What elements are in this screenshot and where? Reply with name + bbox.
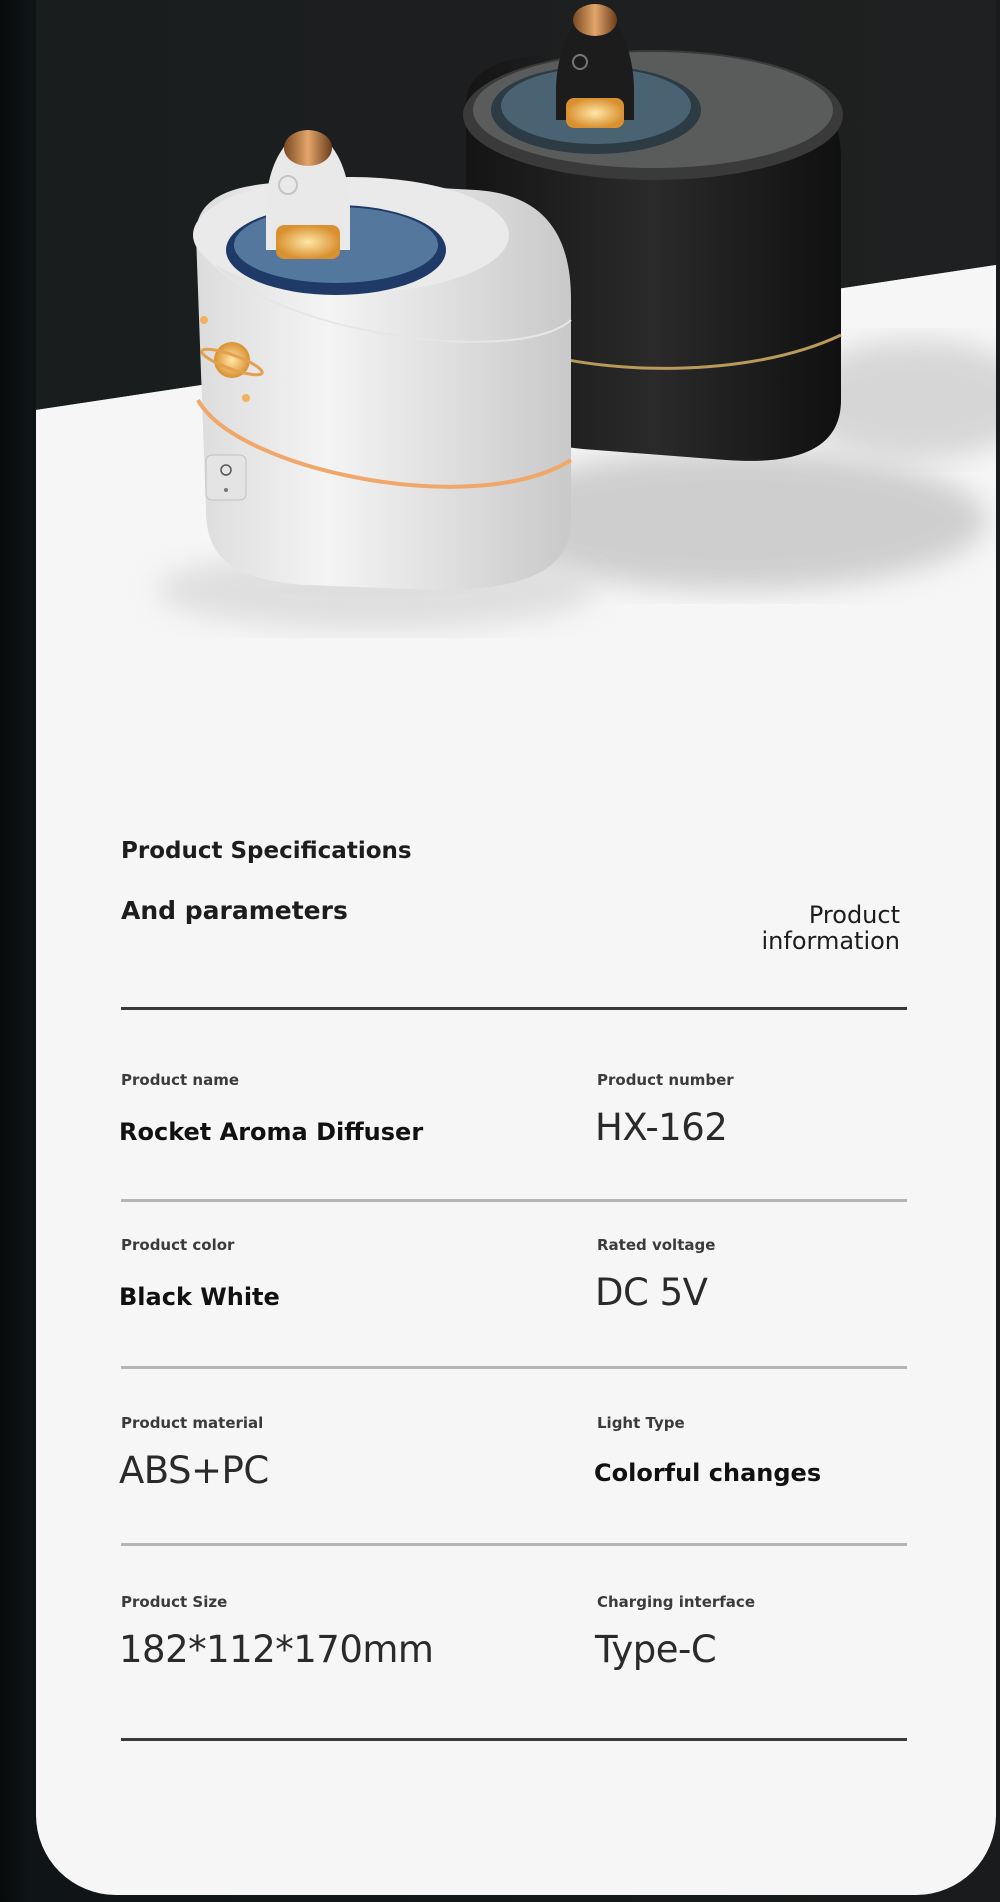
spec-label: Charging interface: [597, 1593, 755, 1611]
row-divider: [121, 1199, 907, 1202]
spec-value: DC 5V: [595, 1271, 708, 1314]
spec-product-name: [121, 1071, 423, 1146]
spec-label: Product name: [121, 1071, 240, 1089]
row-divider: [121, 1543, 907, 1546]
spec-value: Type-C: [595, 1628, 717, 1671]
spec-product-size: [121, 1593, 433, 1671]
spec-value: 182*112*170mm: [119, 1628, 434, 1671]
spec-value: HX-162: [595, 1106, 728, 1149]
spec-label: Product number: [597, 1071, 734, 1089]
spec-light-type: [594, 1414, 822, 1487]
spec-charging-interface: [597, 1593, 755, 1671]
spec-label: Product material: [121, 1414, 264, 1432]
spec-label: Light Type: [597, 1414, 685, 1432]
white-diffuser: [193, 130, 571, 590]
spec-product-color: [121, 1236, 280, 1311]
product-information-label: [680, 902, 900, 954]
side-label-line-2: information: [761, 927, 900, 955]
spec-product-material: [121, 1414, 269, 1492]
spec-value: Black White: [119, 1283, 280, 1311]
header-divider: [121, 1007, 907, 1010]
spec-label: Product Size: [121, 1593, 228, 1611]
spec-value: Colorful changes: [594, 1459, 822, 1487]
side-label-line-1: Product: [808, 901, 900, 929]
product-photo: [36, 0, 996, 770]
spec-card: [36, 0, 996, 1895]
spec-rated-voltage: [597, 1236, 715, 1314]
spec-label: Rated voltage: [597, 1236, 716, 1254]
spec-value: Rocket Aroma Diffuser: [119, 1118, 424, 1146]
page-subtitle: And parameters: [121, 896, 348, 925]
spec-value: ABS+PC: [119, 1449, 269, 1492]
bottom-divider: [121, 1738, 907, 1741]
row-divider: [121, 1366, 907, 1369]
spec-label: Product color: [121, 1236, 235, 1254]
spec-product-number: [597, 1071, 734, 1149]
page-title: Product Specifications: [121, 838, 412, 864]
spec-header: [121, 838, 412, 925]
